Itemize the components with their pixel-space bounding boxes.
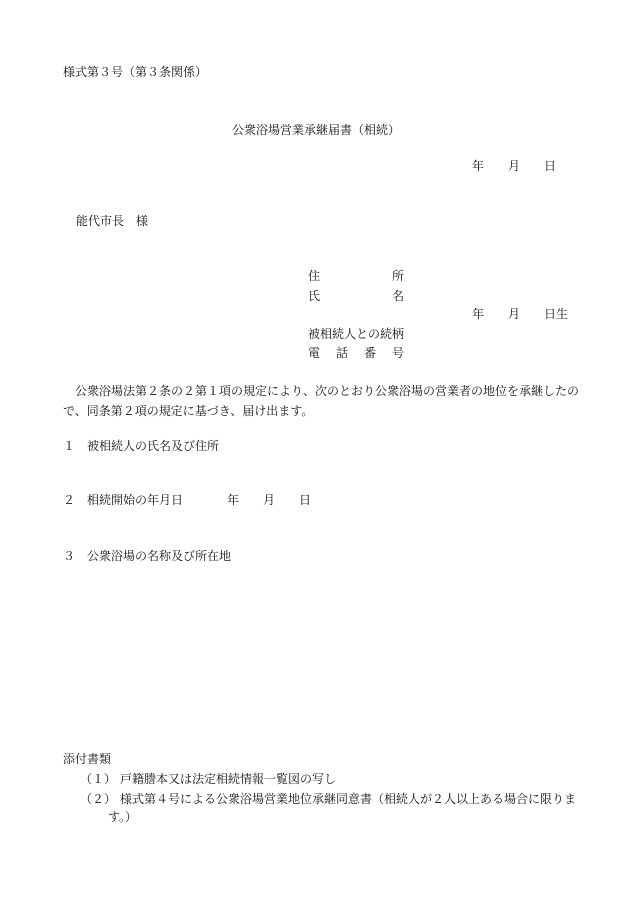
document-title: 公衆浴場営業承継届書（相続） [232,123,401,137]
submission-date [472,160,556,172]
item-2-year: 年 [227,493,240,507]
phone-label: 電話番号 [308,346,404,360]
item-3-number: ３ [63,549,76,563]
attachment-item [80,793,576,805]
birth-date [472,308,568,320]
item-2-label: 相続開始の年月日 [87,493,184,507]
date-month: 月 [508,159,521,173]
name-label: 氏名 [308,289,404,303]
attachment-1-text: 戸籍謄本又は法定相続情報一覧図の写し [120,772,337,786]
attachment-2-text: 様式第４号による公衆浴場営業地位承継同意書（相続人が２人以上ある場合に限りま [120,792,577,806]
addressee: 能代市長 様 [76,214,149,228]
body-text: 公衆浴場法第２条の２第１項の規定により、次のとおり公衆浴場の営業者の地位を承継したので、同条第２項の規定に基づき、届け出ます。 [63,384,580,418]
item-1-label: 被相続人の氏名及び住所 [87,439,220,453]
item-3 [63,550,231,562]
birth-day: 日生 [544,307,569,321]
birth-year: 年 [472,307,485,321]
attachment-2-number: （２） [80,792,117,806]
item-3-label: 公衆浴場の名称及び所在地 [87,549,232,563]
attachment-2-continuation: す。） [108,810,138,824]
attachment-item [80,773,336,785]
attachments-title: 添付書類 [63,752,112,766]
birth-month: 月 [508,307,521,321]
address-label: 住所 [308,269,404,283]
attachment-1-number: （１） [80,772,117,786]
date-year: 年 [472,159,485,173]
item-2-month: 月 [263,493,276,507]
item-1-number: １ [63,439,76,453]
item-2-day: 日 [299,493,312,507]
date-day: 日 [544,159,557,173]
item-2-number: ２ [63,493,76,507]
item-1 [63,440,219,452]
form-number: 様式第３号（第３条関係） [63,65,208,79]
relation-label: 被相続人との続柄 [308,327,405,341]
item-2 [63,494,311,506]
